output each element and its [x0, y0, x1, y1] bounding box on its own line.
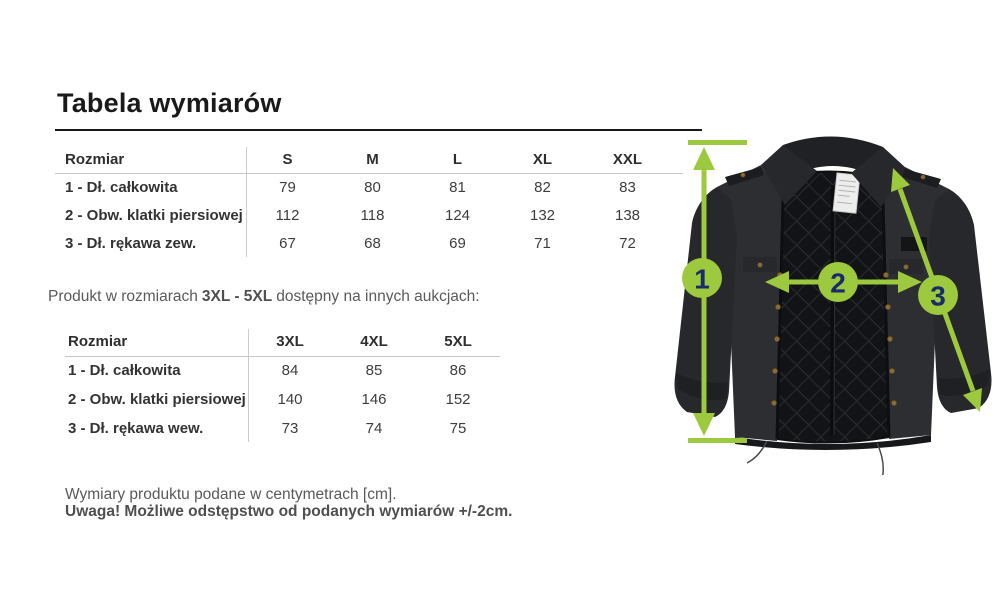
table-row [55, 201, 700, 229]
measurement-disclaimer [65, 486, 512, 520]
cell-value: 83 [619, 178, 636, 196]
cell-value: 82 [534, 178, 551, 196]
cell-value: 85 [365, 362, 383, 379]
note-sizes-bold: 3XL - 5XL [201, 288, 273, 305]
table-row [55, 229, 700, 257]
jacket-measurement-diagram [665, 125, 1000, 475]
cell-value: 112 [275, 206, 300, 224]
availability-note [48, 288, 480, 306]
row-label: 3 - Dł. rękawa zew. [65, 234, 197, 252]
row-label: 1 - Dł. całkowita [65, 178, 178, 196]
cell-value: 69 [449, 234, 466, 252]
cell-value: 140 [277, 391, 303, 408]
cell-value: 75 [449, 420, 467, 437]
column-header: XL [532, 150, 553, 168]
table-row [55, 173, 700, 201]
row-label: 2 - Obw. klatki piersiowej [65, 206, 243, 224]
size-table-main [55, 145, 700, 257]
measurement-3-badge [918, 275, 958, 315]
column-header: Rozmiar [68, 333, 128, 350]
disclaimer-line2: Uwaga! Możliwe odstępstwo od podanych wymiarów +/-2cm. [65, 503, 513, 520]
column-header: 3XL [276, 333, 304, 350]
page-title: Tabela wymiarów [57, 88, 282, 118]
table-row [65, 414, 500, 443]
cell-value: 124 [444, 206, 471, 224]
cell-value: 81 [449, 178, 466, 196]
cell-value: 67 [279, 234, 296, 252]
measurement-2-badge [818, 262, 858, 302]
cell-value: 118 [360, 206, 385, 224]
care-label [833, 173, 860, 213]
cell-value: 138 [614, 206, 641, 224]
row-label: 2 - Obw. klatki piersiowej [68, 391, 246, 408]
cell-value: 84 [281, 362, 299, 379]
cell-value: 68 [364, 234, 381, 252]
cell-value: 146 [361, 391, 387, 408]
cell-value: 71 [534, 234, 551, 252]
table-header-row [55, 145, 700, 173]
note-text: Produkt w rozmiarach [48, 288, 198, 305]
measurement-1-number: 1 [694, 263, 710, 295]
table-row [65, 356, 500, 385]
cell-value: 152 [445, 391, 471, 408]
cell-value: 72 [619, 234, 636, 252]
size-table-xl [65, 327, 500, 443]
table-row [65, 385, 500, 414]
cell-value: 86 [449, 362, 467, 379]
cell-value: 73 [281, 420, 299, 437]
row-label: 3 - Dł. rękawa wew. [68, 420, 204, 437]
disclaimer-line1: Wymiary produktu podane w centymetrach [cm]. [65, 486, 397, 503]
cell-value: 132 [529, 206, 556, 224]
measurement-3-number: 3 [930, 280, 946, 312]
column-header: 5XL [444, 333, 472, 350]
note-text: dostępny na innych aukcjach: [276, 288, 480, 305]
column-header: M [366, 150, 379, 168]
measurement-2-number: 2 [830, 267, 846, 299]
column-header: L [452, 150, 463, 168]
row-label: 1 - Dł. całkowita [68, 362, 181, 379]
cell-value: 80 [364, 178, 381, 196]
title-divider [55, 129, 702, 131]
table-header-row [65, 327, 500, 356]
measurement-1-badge [682, 258, 722, 298]
column-header: S [282, 150, 293, 168]
column-header: Rozmiar [65, 150, 125, 168]
column-header: XXL [612, 150, 643, 168]
cell-value: 74 [365, 420, 383, 437]
column-header: 4XL [360, 333, 388, 350]
cell-value: 79 [279, 178, 296, 196]
